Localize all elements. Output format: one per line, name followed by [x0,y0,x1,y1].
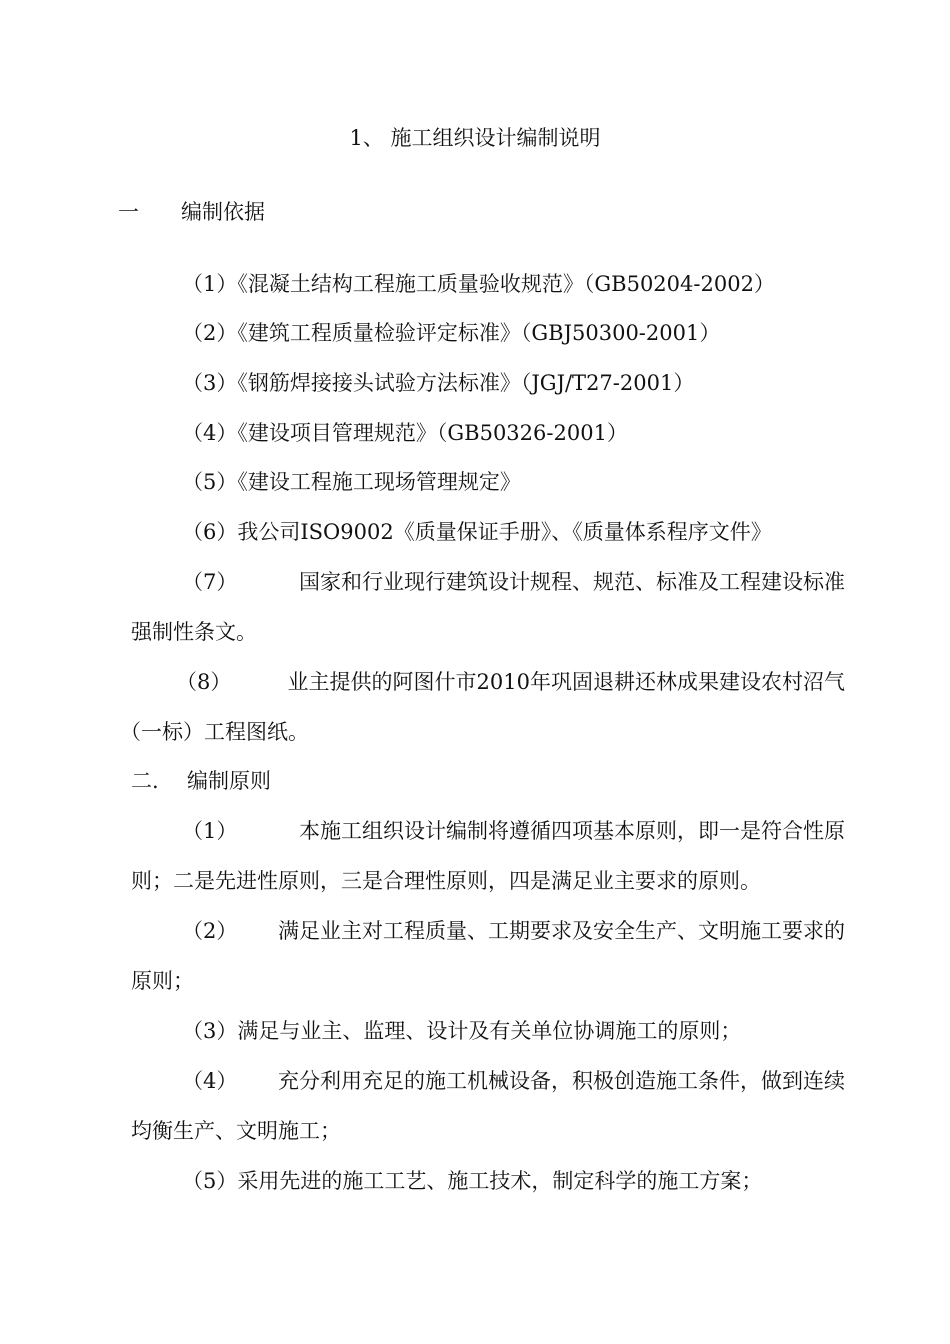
item-text: 《混凝土结构工程施工质量验收规范》（GB50204-2002） [237,272,775,296]
list-item-2-5 [182,1166,762,1196]
item-number: （4） [182,421,238,445]
item-text: 本施工组织设计编制将遵循四项基本原则，即一是符合性原 [299,819,845,843]
list-item-1-8 [176,667,845,697]
item-text: 《建筑工程质量检验评定标准》（GBJ50300-2001） [237,321,721,345]
list-item-2-4-continuation: 均衡生产、文明施工； [131,1119,341,1143]
list-item-1-6 [182,517,772,547]
list-item-1-2 [182,318,720,348]
section-2-number: 二. [131,769,159,793]
list-item-2-2 [182,916,845,946]
list-item-2-1 [182,816,845,846]
list-item-1-4 [182,418,628,448]
list-item-1-8-continuation: （一标）工程图纸。 [120,720,309,744]
item-number: （6） [182,520,238,544]
item-number: （1） [182,819,238,843]
list-item-2-1-continuation: 则；二是先进性原则，三是合理性原则，四是满足业主要求的原则。 [131,869,761,893]
item-text: 采用先进的施工工艺、施工技术，制定科学的施工方案； [237,1169,763,1193]
item-number: （2） [182,919,238,943]
list-item-2-3 [182,1016,741,1046]
item-text: 我公司ISO9002《质量保证手册》、《质量体系程序文件》 [237,520,772,544]
item-text: 国家和行业现行建筑设计规程、规范、标准及工程建设标准 [299,570,845,594]
section-2-heading: 编制原则 [187,769,271,793]
section-1-heading: 编制依据 [181,200,265,224]
item-text: 充分利用充足的施工机械设备，积极创造施工条件，做到连续 [278,1069,845,1093]
item-text: 业主提供的阿图什市2010年巩固退耕还林成果建设农村沼气 [287,670,845,694]
list-item-1-5 [182,467,521,497]
item-number: （3） [182,1019,238,1043]
list-item-2-4 [182,1066,845,1096]
item-number: （2） [182,321,238,345]
item-number: （8） [176,670,232,694]
item-number: （4） [182,1069,238,1093]
item-text: 《建设项目管理规范》（GB50326-2001） [237,421,628,445]
item-number: （1） [182,272,238,296]
item-text: 满足与业主、监理、设计及有关单位协调施工的原则； [237,1019,742,1043]
item-text: 满足业主对工程质量、工期要求及安全生产、文明施工要求的 [278,919,845,943]
item-number: （3） [182,371,238,395]
list-item-1-7 [182,567,845,597]
item-text: 《钢筋焊接接头试验方法标准》（JGJ/T27-2001） [237,371,695,395]
list-item-2-2-continuation: 原则； [131,969,194,993]
item-number: （5） [182,470,238,494]
list-item-1-3 [182,368,694,398]
list-item-1-1 [182,269,775,299]
item-text: 《建设工程施工现场管理规定》 [237,470,521,494]
item-number: （5） [182,1169,238,1193]
item-number: （7） [182,570,238,594]
document-title: 1、 施工组织设计编制说明 [349,126,601,150]
section-1-number: 一 [118,200,139,224]
list-item-1-7-continuation: 强制性条文。 [131,620,257,644]
